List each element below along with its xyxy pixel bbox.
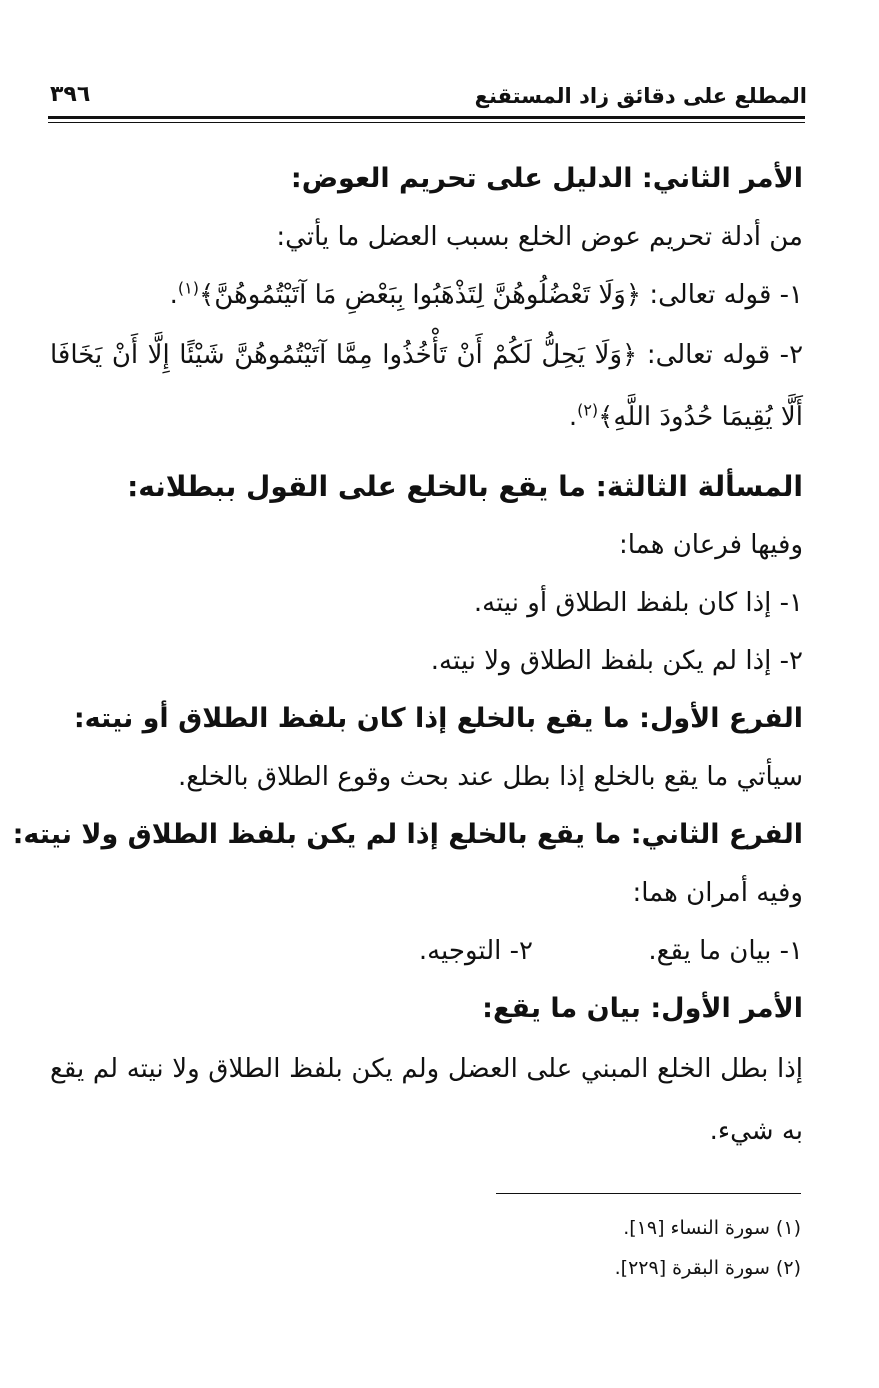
- paragraph-intro-matters: وفيه أمران هما:: [632, 878, 803, 908]
- branch-list-item-2: ٢- إذا لم يكن بلفظ الطلاق ولا نيته.: [430, 646, 803, 676]
- heading-matter-1: الأمر الأول: بيان ما يقع:: [482, 993, 803, 1024]
- page-number: ٣٩٦: [50, 82, 91, 107]
- footnotes: [400, 1208, 801, 1288]
- heading-branch-2: الفرع الثاني: ما يقع بالخلع إذا لم يكن بلفظ الطلاق ولا نيته:: [12, 819, 803, 850]
- paragraph-matter-1: إذا بطل الخلع المبني على العضل ولم يكن بلفظ الطلاق ولا نيته لم يقع به شيء.: [50, 1054, 803, 1146]
- paragraph-intro-evidence: من أدلة تحريم عوض الخلع بسبب العضل ما يأتي:: [276, 222, 803, 252]
- header-rule-thin: [48, 122, 805, 123]
- book-title: المطلع على دقائق زاد المستقنع: [474, 84, 807, 108]
- evidence-item-1: ١- قوله تعالى: ﴿وَلَا تَعْضُلُوهُنَّ لِتَذْهَبُوا بِبَعْضِ مَا آتَيْتُمُوهُنَّ﴾$^{(١)}$.: [169, 278, 803, 310]
- evidence-1-prefix: ١- قوله تعالى:: [649, 280, 803, 310]
- paragraph-branch-1: سيأتي ما يقع بالخلع إذا بطل عند بحث وقوع الطلاق بالخلع.: [178, 762, 803, 792]
- paragraph-intro-branches: وفيها فرعان هما:: [619, 530, 803, 560]
- evidence-2-verse: ﴿وَلَا يَحِلُّ لَكُمْ أَنْ تَأْخُذُوا مِمَّا آتَيْتُمُوهُنَّ شَيْئًا إِلَّا أَنْ يَخَافَا أَلَّا يُقِيمَا حُدُودَ اللَّهِ﴾: [50, 340, 803, 432]
- matters-list: [50, 922, 803, 980]
- matter-item-1: ١- بيان ما يقع.: [648, 936, 803, 966]
- footnote-ref-2: (٢): [577, 400, 599, 420]
- footnote-ref-1: (١): [177, 278, 199, 298]
- heading-issue-3: المسألة الثالثة: ما يقع بالخلع على القول ببطلانه:: [127, 470, 803, 503]
- heading-evidence: الأمر الثاني: الدليل على تحريم العوض:: [290, 163, 803, 194]
- evidence-2-prefix: ٢- قوله تعالى:: [646, 340, 804, 370]
- header-rule-thick: [48, 116, 805, 119]
- evidence-item-2: ٢- قوله تعالى: ﴿وَلَا يَحِلُّ لَكُمْ أَنْ تَأْخُذُوا مِمَّا آتَيْتُمُوهُنَّ شَيْئًا إِلَّا أَنْ يَخَافَا أَلَّا يُقِيمَا حُدُودَ اللَّهِ﴾$^{(٢)}$.: [50, 340, 804, 432]
- branch-list-item-1: ١- إذا كان بلفظ الطلاق أو نيته.: [473, 588, 803, 618]
- matter-item-2: ٢- التوجيه.: [418, 936, 533, 966]
- footnote-2: (٢) سورة البقرة [٢٢٩].: [614, 1257, 801, 1279]
- heading-branch-1: الفرع الأول: ما يقع بالخلع إذا كان بلفظ الطلاق أو نيته:: [73, 703, 803, 734]
- page-body: [12, 150, 804, 1162]
- footnote-separator: [496, 1193, 801, 1194]
- evidence-1-verse: ﴿وَلَا تَعْضُلُوهُنَّ لِتَذْهَبُوا بِبَعْضِ مَا آتَيْتُمُوهُنَّ﴾: [198, 280, 642, 310]
- footnote-1: (١) سورة النساء [١٩].: [623, 1217, 801, 1239]
- running-header: [50, 78, 807, 116]
